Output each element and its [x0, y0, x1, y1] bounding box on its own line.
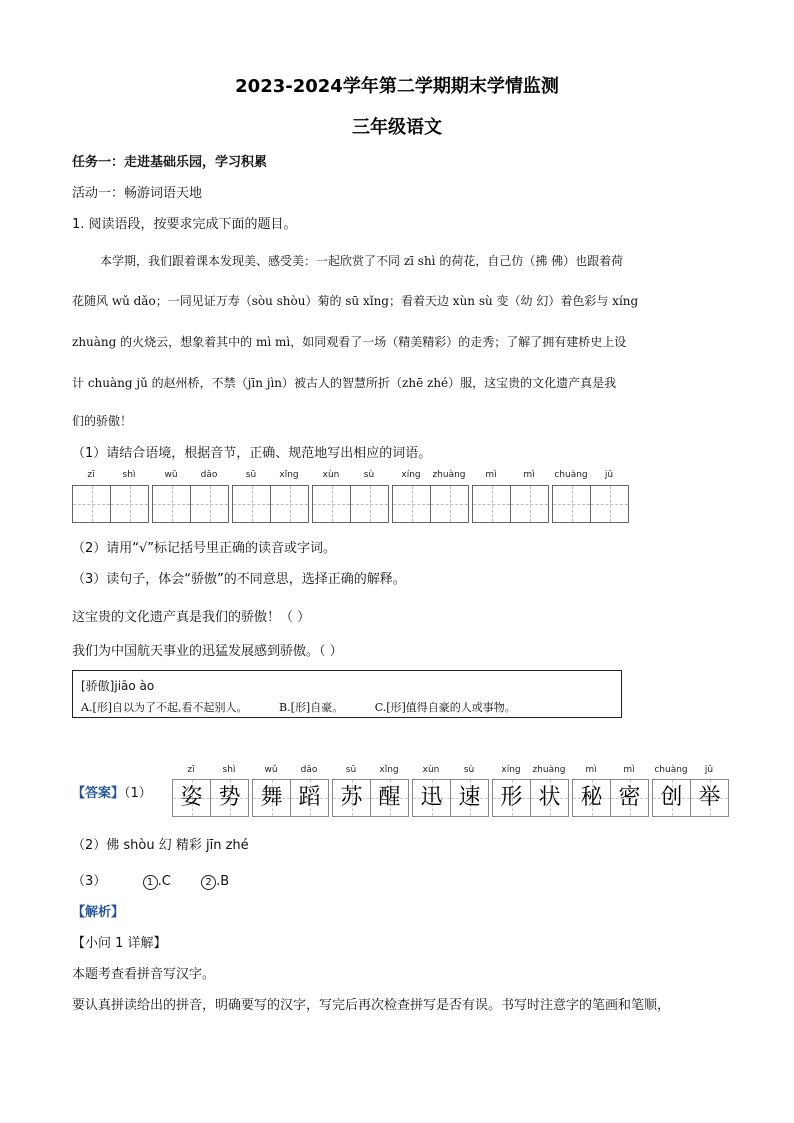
answer-pinyin: chuàng [654, 765, 688, 775]
analysis-subheading: 【小问 1 详解】 [72, 936, 167, 951]
writing-box[interactable] [552, 485, 591, 523]
analysis-line-1: 本题考查看拼音写汉字。 [72, 967, 216, 982]
answer-box [492, 779, 531, 817]
answer-part-3-a: .C [157, 874, 171, 889]
grid-pinyin: shì [122, 470, 136, 480]
answer-box [172, 779, 211, 817]
answer-pinyin: dǎo [300, 765, 318, 775]
answer-pinyin: mì [623, 765, 635, 775]
definition-options [81, 699, 544, 715]
answer-pinyin: zī [187, 765, 195, 775]
passage-line-3: zhuàng 的火烧云，想象着其中的 mì mì，如同观看了一场（精美精彩）的走秀；了解了拥有建桥史上设 [72, 335, 627, 349]
writing-box[interactable] [472, 485, 511, 523]
answer-box [530, 779, 569, 817]
answer-group [652, 765, 728, 819]
sub-question-3: （3）读句子，体会“骄傲”的不同意思，选择正确的解释。 [72, 572, 406, 587]
grid-pinyin: xùn [322, 470, 340, 480]
answer-group [332, 765, 408, 819]
writing-box[interactable] [510, 485, 549, 523]
answer-char: 秘 [580, 785, 603, 810]
writing-box[interactable] [350, 485, 389, 523]
answer-char: 醒 [378, 785, 401, 810]
answer-box [332, 779, 371, 817]
answer-char: 苏 [340, 785, 363, 810]
grid-pinyin: sū [245, 470, 257, 480]
answer-group [572, 765, 648, 819]
answer-char: 势 [218, 785, 241, 810]
answer-char: 举 [698, 785, 721, 810]
analysis-label: 【解析】 [72, 905, 125, 920]
answer-char: 速 [458, 785, 481, 810]
grid-group [392, 470, 468, 526]
answer-group [252, 765, 328, 819]
answer-part-3-b: .B [216, 874, 230, 889]
answer-pinyin: zhuàng [532, 765, 566, 775]
answer-part-3 [72, 870, 229, 890]
answer-box [252, 779, 291, 817]
activity-heading: 活动一：畅游词语天地 [72, 186, 203, 201]
grid-pinyin: mì [523, 470, 535, 480]
answer-part-3-label: （3） [72, 874, 107, 889]
grid-pinyin: wǔ [164, 470, 178, 480]
analysis-line-2: 要认真拼读给出的拼音，明确要写的汉字，写完后再次检查拼写是否有误。书写时注意字的笔画和笔顺， [72, 998, 671, 1013]
answer-char: 姿 [180, 785, 203, 810]
passage-line-5: 们的骄傲！ [72, 414, 133, 428]
grid-pinyin: zī [87, 470, 95, 480]
answer-pinyin: wǔ [264, 765, 278, 775]
answer-char: 密 [618, 785, 641, 810]
answer-pinyin: sū [345, 765, 357, 775]
sub-question-2: （2）请用“√”标记括号里正确的读音或字词。 [72, 541, 337, 556]
grid-pinyin: xǐng [279, 470, 299, 480]
writing-box[interactable] [152, 485, 191, 523]
answer-part-1: （1） [124, 786, 152, 801]
passage-line-4: 计 chuàng jǔ 的赵州桥，不禁（jīn jìn）被古人的智慧所折（zhē zhé）服，这宝贵的文化遗产真是我 [72, 376, 617, 390]
sub-question-1: （1）请结合语境，根据音节，正确、规范地写出相应的词语。 [72, 446, 432, 461]
answer-pinyin: xùn [422, 765, 440, 775]
writing-box[interactable] [392, 485, 431, 523]
writing-box[interactable] [72, 485, 111, 523]
grid-pinyin: dǎo [200, 470, 218, 480]
definition-term: [骄傲]jiāo ào [81, 679, 155, 693]
answer-box [652, 779, 691, 817]
definition-option-a: A.[形]自以为了不起,看不起别人。 [81, 701, 248, 714]
answer-char: 创 [660, 785, 683, 810]
grid-group [152, 470, 228, 526]
answer-pinyin: shì [222, 765, 236, 775]
grid-pinyin: xíng [401, 470, 421, 480]
sentence-2: 我们为中国航天事业的迅猛发展感到骄傲。（ ） [72, 644, 343, 659]
task-heading: 任务一：走进基础乐园，学习积累 [72, 155, 268, 170]
writing-box[interactable] [110, 485, 149, 523]
answer-char: 蹈 [298, 785, 321, 810]
grid-pinyin: mì [485, 470, 497, 480]
exam-title: 2023-2024学年第二学期期末学情监测 [235, 76, 559, 97]
answer-pinyin: xǐng [379, 765, 399, 775]
grid-group [72, 470, 148, 526]
passage-line-2: 花随风 wǔ dǎo；一同见证万寿（sòu shòu）菊的 sū xǐng；看着天边 xùn sù 变（幼 幻）着色彩与 xíng [72, 294, 639, 308]
writing-box[interactable] [590, 485, 629, 523]
answer-char: 舞 [260, 785, 283, 810]
answer-group [492, 765, 568, 819]
answer-grid [172, 765, 732, 821]
answer-part-2: （2）佛 shòu 幻 精彩 jīn zhé [72, 838, 249, 853]
answer-char: 状 [538, 785, 561, 810]
pinyin-writing-grid [72, 470, 632, 526]
answer-char: 形 [500, 785, 523, 810]
writing-box[interactable] [430, 485, 469, 523]
answer-label-line [72, 782, 152, 801]
circled-number-icon: 2 [201, 875, 216, 890]
answer-pinyin: xíng [501, 765, 521, 775]
answer-pinyin: sù [463, 765, 475, 775]
answer-pinyin: mì [585, 765, 597, 775]
answer-box [370, 779, 409, 817]
answer-box [572, 779, 611, 817]
definition-box [72, 670, 622, 718]
definition-option-b: B.[形]自豪。 [279, 701, 344, 714]
grid-group [552, 470, 628, 526]
answer-char: 迅 [420, 785, 443, 810]
writing-box[interactable] [190, 485, 229, 523]
question-1-prompt: 1. 阅读语段，按要求完成下面的题目。 [72, 217, 297, 232]
answer-box [210, 779, 249, 817]
grid-group [232, 470, 308, 526]
answer-box [610, 779, 649, 817]
definition-option-c: C.[形]值得自豪的人或事物。 [374, 701, 516, 714]
answer-group [412, 765, 488, 819]
sentence-1: 这宝贵的文化遗产真是我们的骄傲！（ ） [72, 610, 311, 625]
answer-box [290, 779, 329, 817]
exam-subtitle: 三年级语文 [352, 117, 442, 138]
grid-pinyin: sù [363, 470, 375, 480]
passage-line-1: 本学期，我们跟着课本发现美、感受美：一起欣赏了不同 zī shì 的荷花，自己仿（拂 佛）也跟着荷 [100, 254, 624, 268]
circled-number-icon: 1 [143, 875, 158, 890]
writing-box[interactable] [270, 485, 309, 523]
grid-group [472, 470, 548, 526]
grid-group [312, 470, 388, 526]
answer-box [450, 779, 489, 817]
grid-pinyin: chuàng [554, 470, 588, 480]
answer-box [412, 779, 451, 817]
answer-pinyin: jǔ [704, 765, 714, 775]
answer-label: 【答案】 [72, 786, 125, 801]
writing-box[interactable] [312, 485, 351, 523]
grid-pinyin: jǔ [604, 470, 614, 480]
writing-box[interactable] [232, 485, 271, 523]
answer-group [172, 765, 248, 819]
answer-box [690, 779, 729, 817]
grid-pinyin: zhuàng [432, 470, 466, 480]
